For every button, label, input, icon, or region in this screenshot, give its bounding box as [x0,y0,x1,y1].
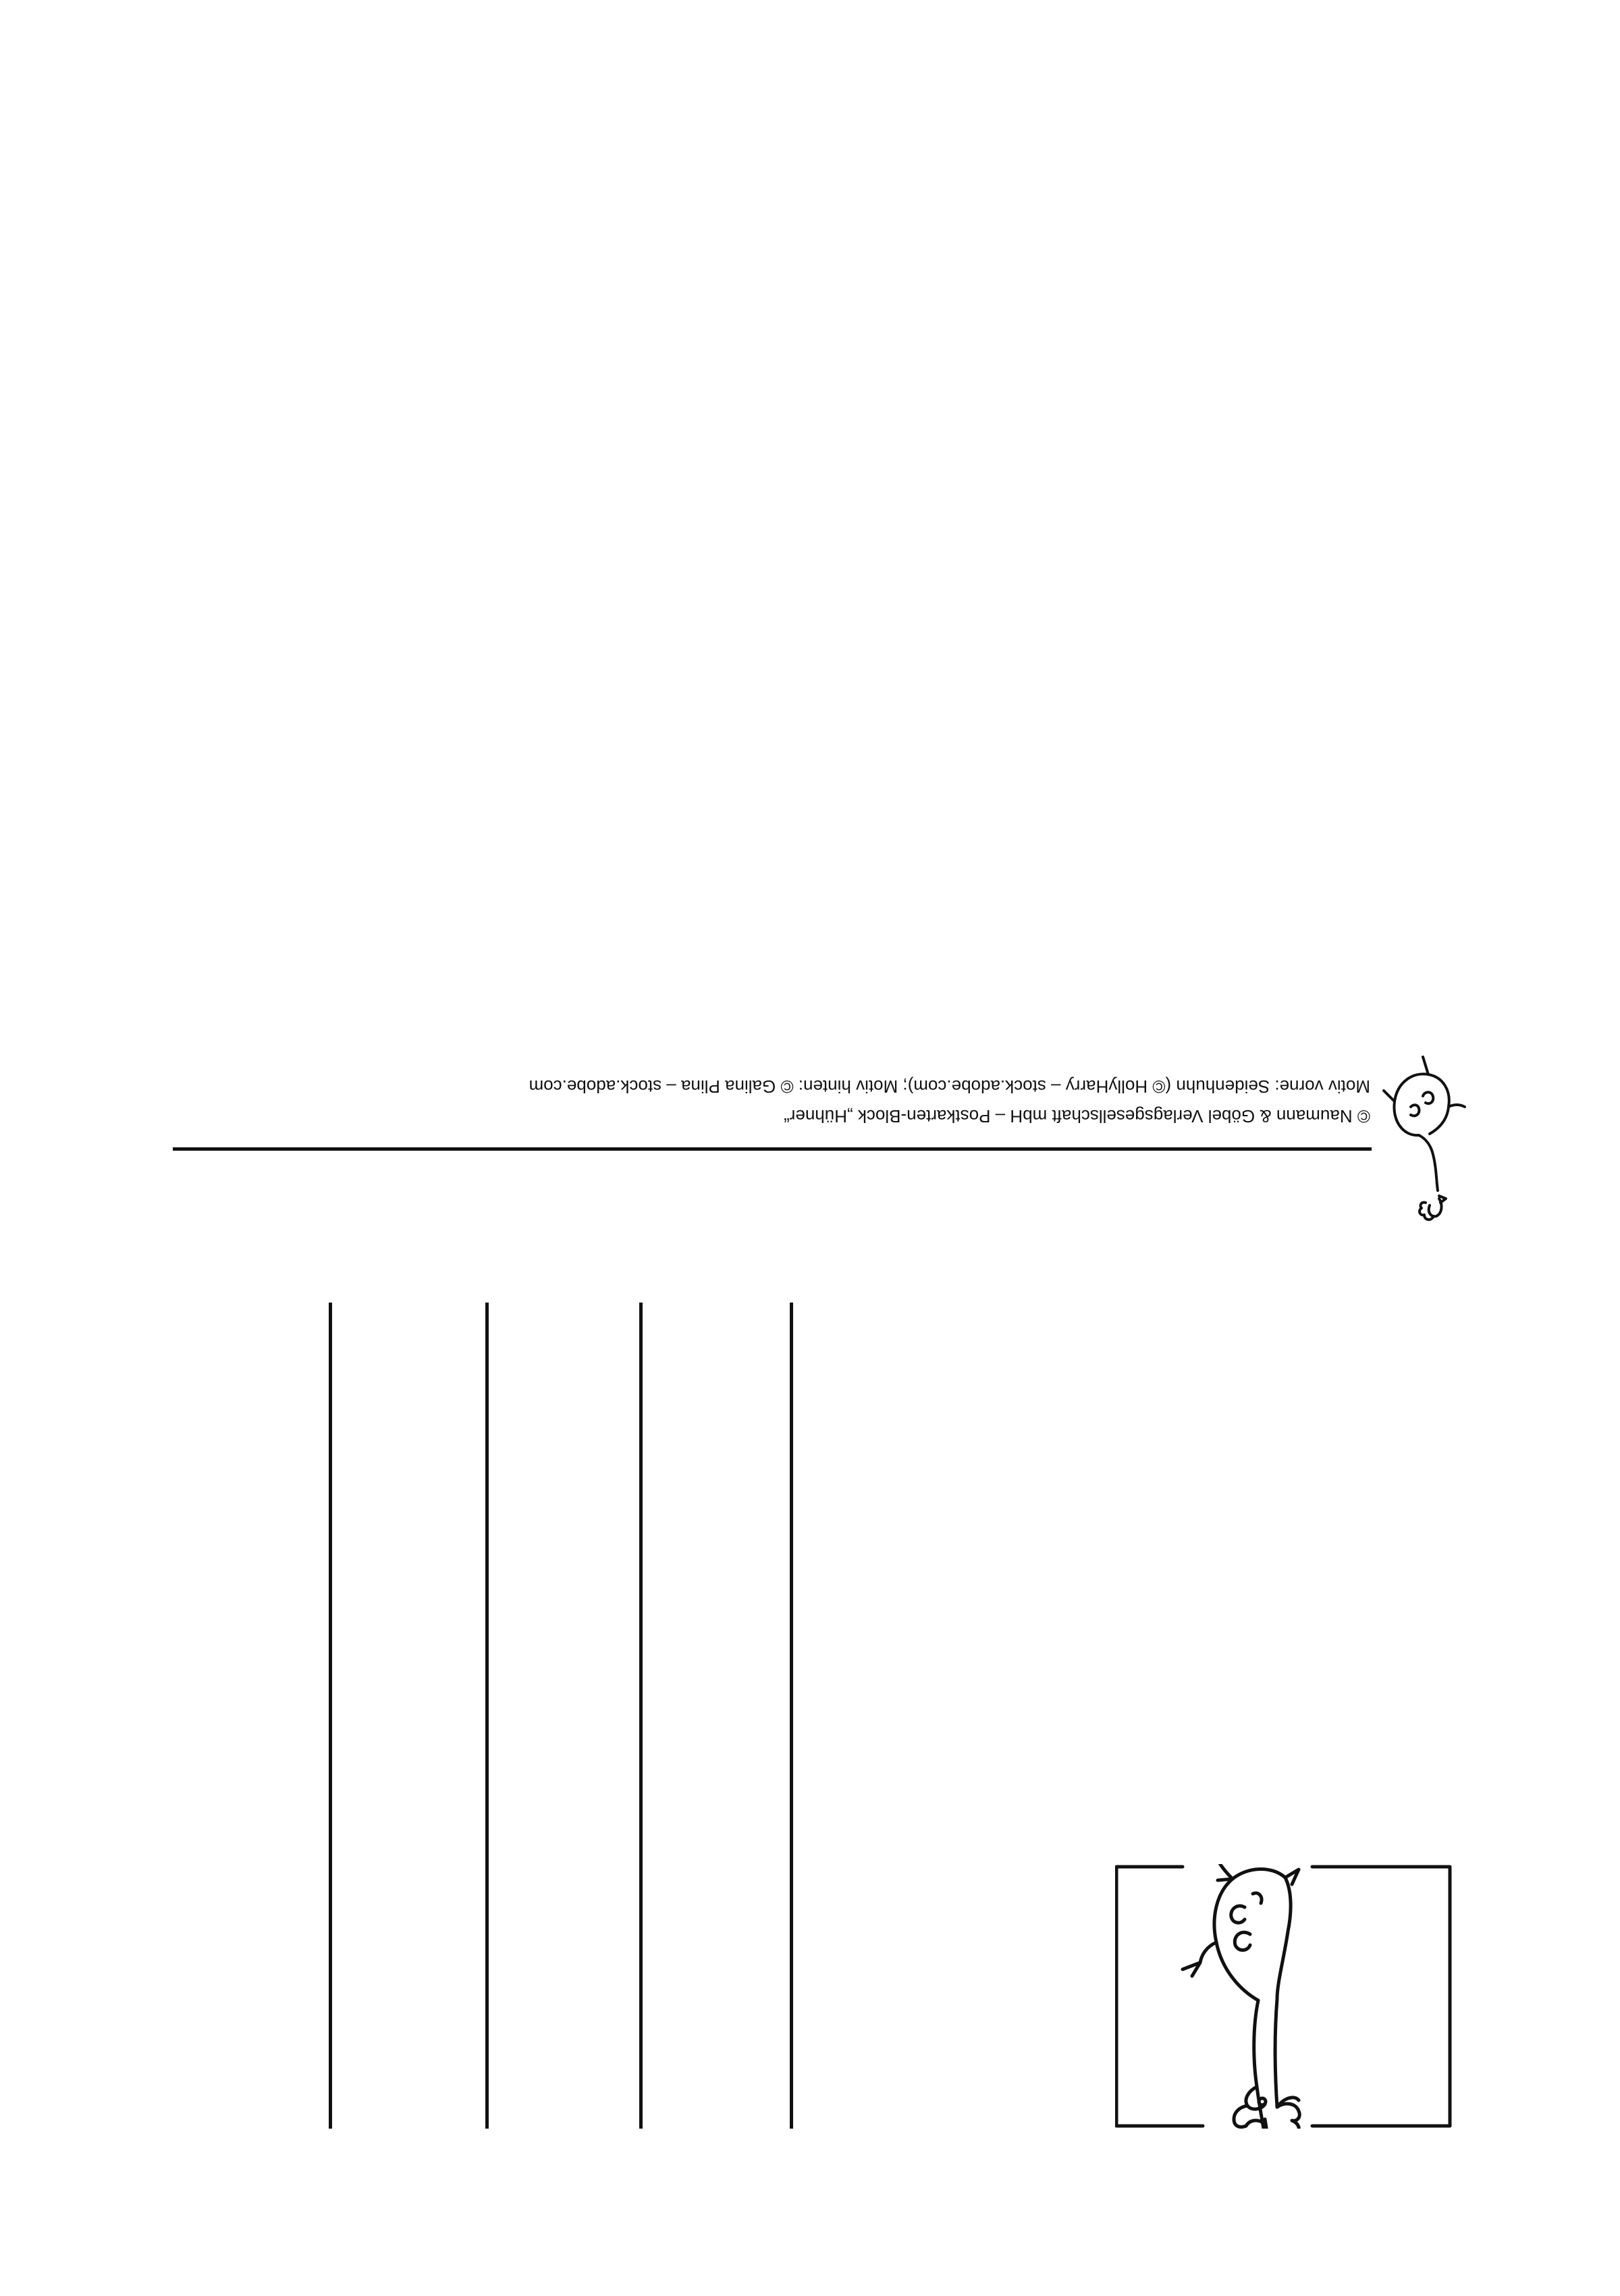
address-line [790,1303,793,2129]
address-line [485,1303,489,2129]
credits-text [281,1072,1370,1131]
credits-line-publisher: © Naumann & Göbel Verlagsgesellschaft mbH – Postkarten-Block „Hühner“ [784,1106,1370,1126]
address-line [639,1303,643,2129]
hen-icon [1183,1864,1299,2129]
credits-line-motifs: Motiv vorne: Seidenhuhn (© HollyHarry – stock.adobe.com); Motiv hinten: © Galina Plina – stock.adobe.com [529,1076,1370,1097]
address-line [329,1303,332,2129]
hen-icon [1377,1047,1478,1223]
divider-line [173,1147,1372,1151]
stamp-box [1115,1864,1453,2129]
